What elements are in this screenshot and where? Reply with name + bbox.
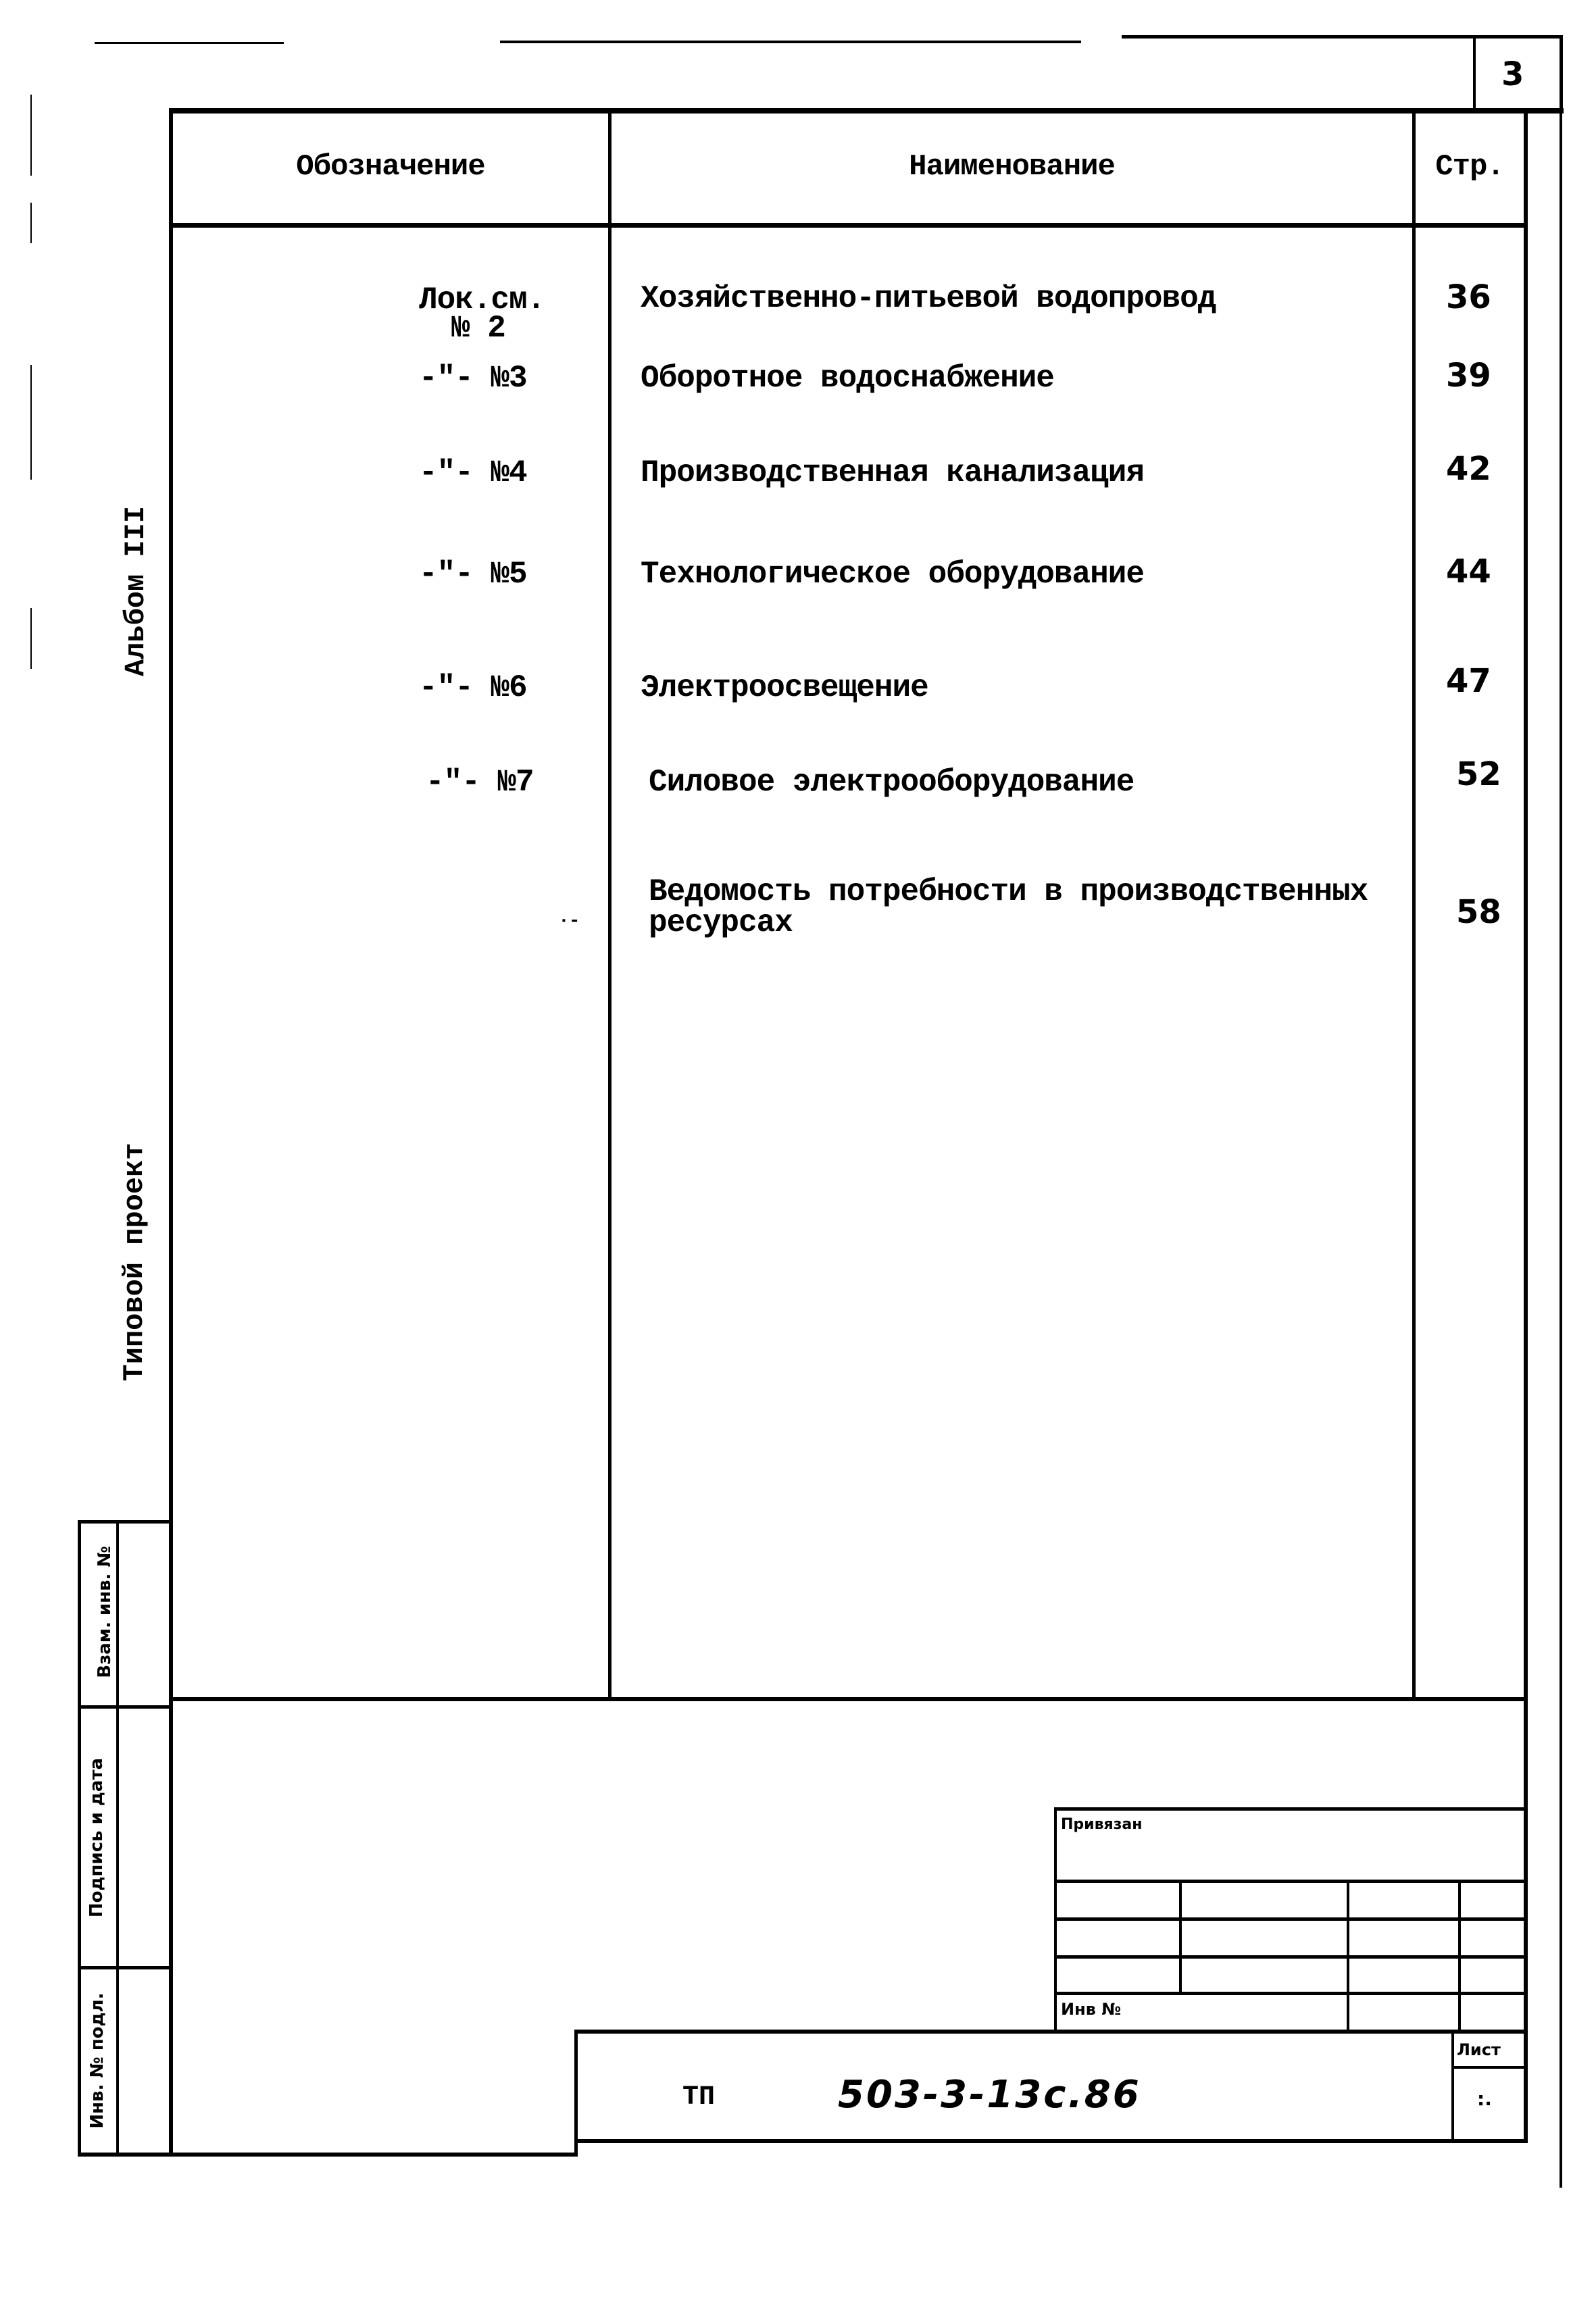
row-page: 39 [1446,357,1491,395]
row-name: Технологическое оборудование [641,557,1144,592]
scan-artifact-line [30,608,32,669]
project-type-label: Типовой проект [118,1142,151,1382]
row-designation: -"- №4 [419,455,527,491]
stub-replaced-inv: Взам. инв. № [95,1546,115,1678]
sheet-value: :. [1477,2088,1492,2110]
row-designation: -"- №5 [419,557,527,592]
row-designation: -"- №7 [426,765,534,800]
row-page: 58 [1456,893,1501,931]
inv-number-label: Инв № [1061,2000,1122,2019]
row-name-continuation: ресурсах [649,905,793,940]
row-name: Производственная канализация [641,455,1144,491]
stub-inv-original: Инв. № подл. [87,1992,107,2129]
column-header-page: Стр. [1435,150,1504,184]
row-page: 44 [1446,553,1491,590]
column-header-designation: Обозначение [296,150,485,184]
row-designation-number: № 2 [451,311,505,346]
album-label: Альбом III [120,505,152,676]
row-name: Оборотное водоснабжение [641,361,1054,396]
scan-artifact-line [30,203,32,243]
row-name: Ведомость потребности в производственных [649,874,1368,909]
scan-artifact-line [1122,35,1561,39]
attached-label: Привязан [1061,1816,1143,1833]
row-designation: -"- №3 [419,361,527,396]
scan-artifact-line [30,95,32,176]
row-page: 47 [1446,662,1491,700]
sheet-label: Лист [1457,2040,1501,2059]
scan-artifact-line [30,365,32,480]
row-designation-mark: ·- [558,911,580,932]
row-page: 36 [1446,278,1491,316]
row-designation: -"- №6 [419,670,527,705]
sheet-number: 3 [1501,55,1524,93]
row-name: Электроосвещение [641,670,928,705]
row-designation: Лок.см. [419,282,545,318]
scan-artifact-line [500,41,1081,43]
scan-artifact-line [95,42,284,44]
doc-code: 503-3-13с.86 [838,2073,1141,2117]
row-page: 42 [1446,450,1491,488]
doc-prefix: ТП [682,2082,716,2113]
column-header-name: Наименование [909,150,1115,184]
row-name: Хозяйственно-питьевой водопровод [641,281,1216,316]
row-page: 52 [1456,755,1501,793]
stub-signature-date: Подпись и дата [86,1757,107,1918]
row-name: Силовое электрооборудование [649,765,1134,800]
